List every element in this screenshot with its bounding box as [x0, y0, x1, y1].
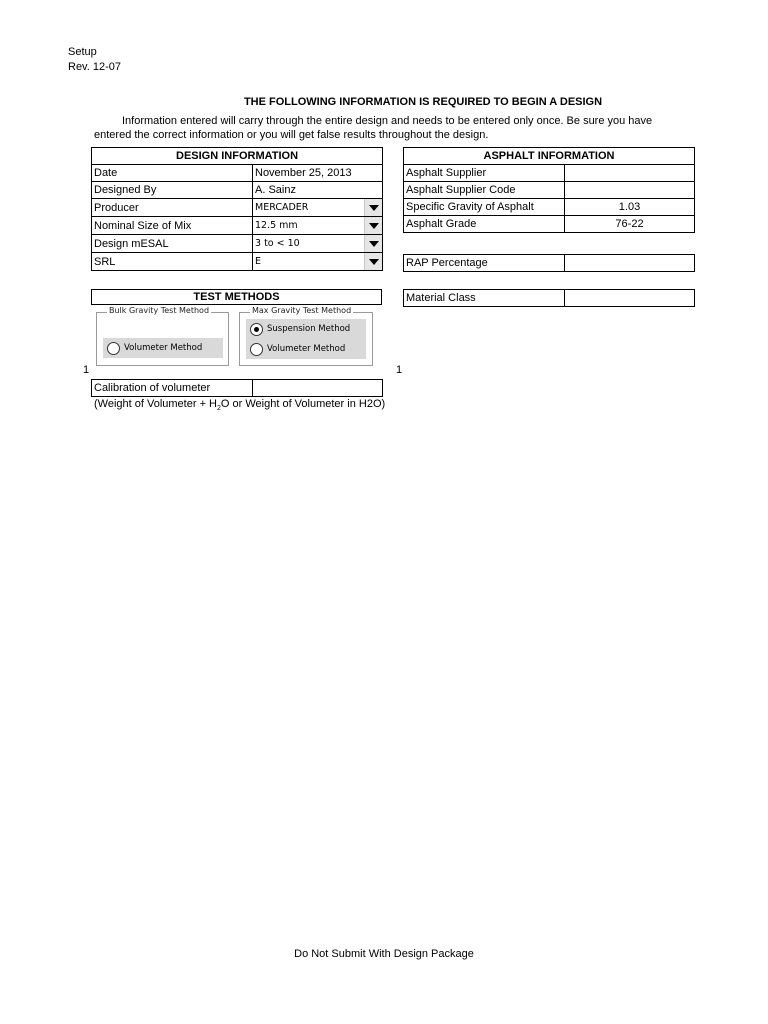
design-info-heading: DESIGN INFORMATION: [92, 148, 383, 165]
nominal-size-label: Nominal Size of Mix: [92, 217, 253, 235]
srl-dropdown[interactable]: [253, 253, 383, 271]
suspension-method-label: Suspension Method: [267, 324, 351, 334]
asphalt-grade-label: Asphalt Grade: [404, 216, 565, 233]
asphalt-info-table: [403, 147, 695, 233]
radio-selected-icon[interactable]: [250, 323, 263, 336]
revision-label: Rev. 12-07: [68, 61, 121, 73]
sheet-name: Setup: [68, 46, 97, 58]
producer-dropdown[interactable]: [253, 199, 383, 217]
nominal-size-dropdown-arrow-icon[interactable]: [364, 217, 382, 234]
radio-unselected-icon[interactable]: [107, 342, 120, 355]
designed-by-label: Designed By: [92, 182, 253, 199]
date-label: Date: [92, 165, 253, 182]
bulk-volumeter-option[interactable]: [103, 338, 223, 358]
rap-percentage-cell[interactable]: [565, 255, 695, 272]
material-class-label: Material Class: [404, 290, 565, 307]
calibration-cell[interactable]: [253, 380, 383, 397]
bulk-volumeter-label: Volumeter Method: [124, 343, 203, 353]
mesal-dropdown-arrow-icon[interactable]: [364, 235, 382, 252]
max-gravity-group: [239, 306, 373, 366]
producer-value: MERCADER: [255, 202, 309, 213]
mesal-dropdown[interactable]: [253, 235, 383, 253]
intro-line-1: Information entered will carry through the entire design and needs to be entered only once. Be sure you have: [122, 115, 653, 127]
producer-label: Producer: [92, 199, 253, 217]
calibration-note-start: (Weight of Volumeter + H: [94, 398, 217, 410]
bulk-gravity-group-label: Bulk Gravity Test Method: [109, 306, 210, 315]
calibration-label: Calibration of volumeter: [92, 380, 253, 397]
radio-unselected-icon[interactable]: [250, 343, 263, 356]
calibration-note: [94, 398, 385, 412]
asphalt-supplier-code-label: Asphalt Supplier Code: [404, 182, 565, 199]
producer-dropdown-arrow-icon[interactable]: [364, 199, 382, 216]
srl-label: SRL: [92, 253, 253, 271]
srl-value: E: [255, 256, 262, 267]
suspension-method-option[interactable]: [246, 323, 350, 336]
test-methods-header: [91, 289, 382, 305]
max-volumeter-label: Volumeter Method: [267, 344, 346, 354]
max-gravity-group-label: Max Gravity Test Method: [252, 306, 352, 315]
max-method-index: 1: [396, 364, 403, 376]
material-class-table: [403, 289, 695, 307]
specific-gravity-label: Specific Gravity of Asphalt: [404, 199, 565, 216]
bulk-gravity-group: [96, 306, 229, 366]
rap-table: [403, 254, 695, 272]
calibration-table: [91, 379, 383, 397]
asphalt-info-heading: ASPHALT INFORMATION: [404, 148, 695, 165]
test-methods-heading: TEST METHODS: [92, 290, 382, 305]
max-volumeter-option[interactable]: [246, 343, 345, 356]
page-title: THE FOLLOWING INFORMATION IS REQUIRED TO BEGIN A DESIGN: [243, 96, 603, 108]
srl-dropdown-arrow-icon[interactable]: [364, 253, 382, 270]
mesal-label: Design mESAL: [92, 235, 253, 253]
max-gravity-options: [246, 319, 366, 359]
asphalt-supplier-label: Asphalt Supplier: [404, 165, 565, 182]
calibration-note-subscript: 2: [217, 405, 221, 413]
designed-by-cell[interactable]: A. Sainz: [253, 182, 383, 199]
intro-line-2: entered the correct information or you will get false results throughout the design.: [94, 129, 489, 141]
specific-gravity-cell[interactable]: 1.03: [565, 199, 695, 216]
design-info-table: [91, 147, 383, 271]
date-cell[interactable]: November 25, 2013: [253, 165, 383, 182]
mesal-value: 3 to < 10: [255, 238, 300, 249]
rap-percentage-label: RAP Percentage: [404, 255, 565, 272]
material-class-cell[interactable]: [565, 290, 695, 307]
footer-note: Do Not Submit With Design Package: [294, 948, 474, 960]
bulk-method-index: 1: [83, 364, 90, 376]
nominal-size-value: 12.5 mm: [255, 220, 298, 231]
calibration-note-end: O or Weight of Volumeter in H2O): [220, 398, 386, 410]
nominal-size-dropdown[interactable]: [253, 217, 383, 235]
asphalt-grade-cell[interactable]: 76-22: [565, 216, 695, 233]
asphalt-supplier-cell[interactable]: [565, 165, 695, 182]
asphalt-supplier-code-cell[interactable]: [565, 182, 695, 199]
